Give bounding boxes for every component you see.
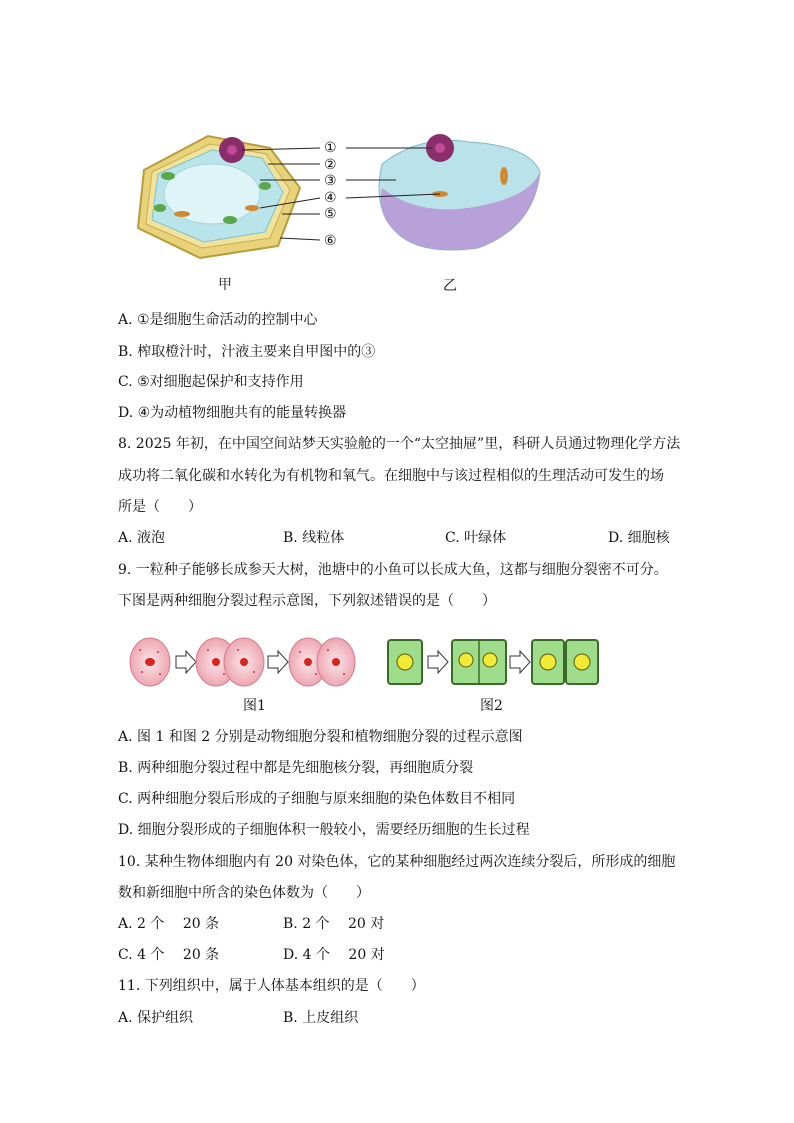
q9-option-a: A. 图 1 和图 2 分别是动物细胞分裂和植物细胞分裂的过程示意图 xyxy=(118,729,523,745)
q7-option-c: C. ⑤对细胞起保护和支持作用 xyxy=(118,374,304,390)
arrow-icon xyxy=(428,651,448,673)
mitochondrion xyxy=(245,205,259,211)
q10-option-a: A. 2 个 20 条 xyxy=(118,916,220,932)
q7-option-b: B. 榨取橙汁时，汁液主要来自甲图中的③ xyxy=(118,344,376,360)
figure-label-6: ⑥ xyxy=(324,233,337,249)
q8-option-b: B. 线粒体 xyxy=(283,530,345,546)
q10-stem-line-1: 10. 某种生物体细胞内有 20 对染色体，它的某种细胞经过两次连续分裂后，所形成的细胞 xyxy=(118,854,676,870)
q8-stem-line-1: 8. 2025 年初，在中国空间站梦天实验舱的一个“太空抽屉”里，科研人员通过物理化学方法 xyxy=(118,436,681,452)
chloroplast xyxy=(154,204,166,212)
arrow-icon xyxy=(510,651,530,673)
caption-animal-cell: 乙 xyxy=(443,278,457,294)
q11-stem: 11. 下列组织中，属于人体基本组织的是（ ） xyxy=(118,978,425,994)
q9-stem-line-2: 下图是两种细胞分裂过程示意图，下列叙述错误的是（ ） xyxy=(118,593,496,609)
chloroplast xyxy=(259,182,271,190)
figure-label-3: ③ xyxy=(324,173,337,189)
chloroplast xyxy=(223,216,237,224)
chloroplast xyxy=(161,172,175,180)
figure-label-1: ① xyxy=(324,140,337,156)
figure-2-caption: 图2 xyxy=(480,698,503,714)
q8-option-a: A. 液泡 xyxy=(118,530,166,546)
figure-label-4: ④ xyxy=(324,190,337,206)
q7-option-a: A. ①是细胞生命活动的控制中心 xyxy=(118,312,318,328)
figure-1-animal-cell-division xyxy=(128,636,360,688)
q11-option-b: B. 上皮组织 xyxy=(283,1010,359,1026)
q9-stem-line-1: 9. 一粒种子能够长成参天大树，池塘中的小鱼可以长成大鱼，这都与细胞分裂密不可分。 xyxy=(118,562,668,578)
cell-structure-figure xyxy=(120,128,560,268)
mitochondrion xyxy=(174,211,190,217)
q9-option-b: B. 两种细胞分裂过程中都是先细胞核分裂，再细胞质分裂 xyxy=(118,760,474,776)
mitochondrion xyxy=(500,167,508,185)
figure-label-5: ⑤ xyxy=(324,206,337,222)
arrow-icon xyxy=(176,651,196,673)
figure-1-caption: 图1 xyxy=(243,698,266,714)
arrow-icon xyxy=(268,651,288,673)
figure-label-2: ② xyxy=(324,157,337,173)
q11-option-a: A. 保护组织 xyxy=(118,1010,194,1026)
q10-option-d: D. 4 个 20 对 xyxy=(283,947,385,963)
q9-option-c: C. 两种细胞分裂后形成的子细胞与原来细胞的染色体数目不相同 xyxy=(118,791,516,807)
q8-stem-line-2: 成功将二氧化碳和水转化为有机物和氧气。在细胞中与该过程相似的生理活动可发生的场 xyxy=(118,468,664,484)
q10-option-c: C. 4 个 20 条 xyxy=(118,947,220,963)
q8-option-c: C. 叶绿体 xyxy=(445,530,507,546)
q9-option-d: D. 细胞分裂形成的子细胞体积一般较小，需要经历细胞的生长过程 xyxy=(118,822,530,838)
figure-2-plant-cell-division xyxy=(386,636,602,688)
q7-option-d: D. ④为动植物细胞共有的能量转换器 xyxy=(118,405,347,421)
q8-stem-line-3: 所是（ ） xyxy=(118,499,202,515)
q10-stem-line-2: 数和新细胞中所含的染色体数为（ ） xyxy=(118,885,370,901)
caption-plant-cell: 甲 xyxy=(218,277,232,293)
q10-option-b: B. 2 个 20 对 xyxy=(283,916,385,932)
q8-option-d: D. 细胞核 xyxy=(608,530,670,546)
